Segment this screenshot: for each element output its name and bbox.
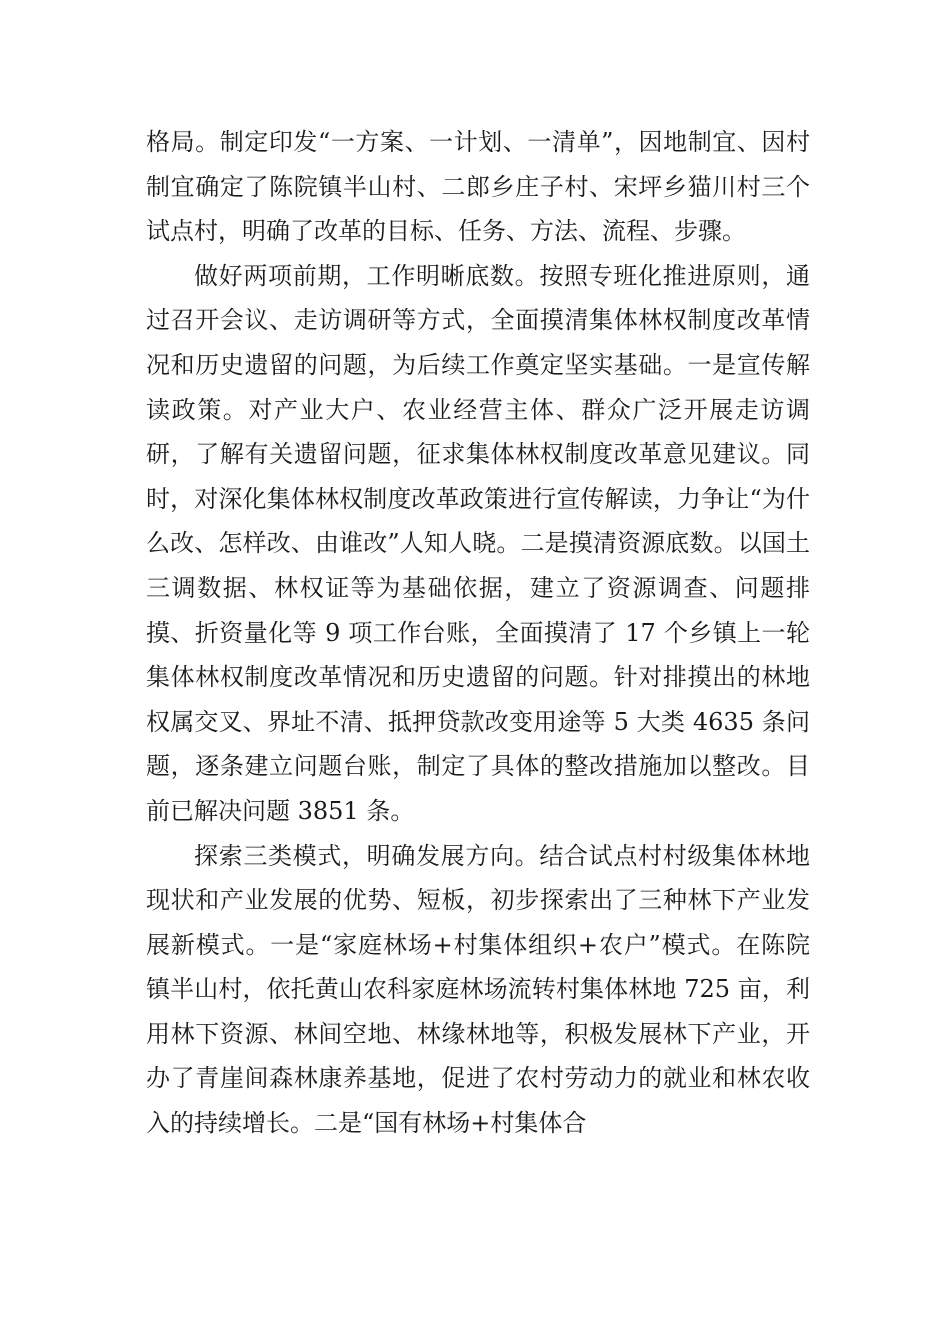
paragraph-2: 做好两项前期，工作明晰底数。按照专班化推进原则，通过召开会议、走访调研等方式，全面摸清集体林权制度改革情况和历史遗留的问题，为后续工作奠定坚实基础。一是宣传解读政策。对产业大户、农业经营主体、群众广泛开展走访调研，了解有关遗留问题，征求集体林权制度改革意见建议。同时，对深化集体林权制度改革政策进行宣传解读，力争让“为什么改、怎样改、由谁改”人知人晓。二是摸清资源底数。以国土三调数据、林权证等为基础依据，建立了资源调查、问题排摸、折资量化等 9 项工作台账，全面摸清了 17 个乡镇上一轮集体林权制度改革情况和历史遗留的问题。针对排摸出的林地权属交叉、界址不清、抵押贷款改变用途等 5 大类 4635 条问题，逐条建立问题台账，制定了具体的整改措施加以整改。目前已解决问题 3851 条。 xyxy=(146,261,810,825)
paragraph-3: 探索三类模式，明确发展方向。结合试点村村级集体林地现状和产业发展的优势、短板，初步探索出了三种林下产业发展新模式。一是“家庭林场+村集体组织+农户”模式。在陈院镇半山村，依托黄山农科家庭林场流转村集体林地 725 亩，利用林下资源、林间空地、林缘林地等，积极发展林下产业，开办了青崖间森林康养基地，促进了农村劳动力的就业和林农收入的持续增长。二是“国有林场+村集体合 xyxy=(146,841,810,1138)
document-body xyxy=(146,120,810,1146)
paragraph-1: 格局。制定印发“一方案、一计划、一清单”，因地制宜、因村制宜确定了陈院镇半山村、二郎乡庄子村、宋坪乡猫川村三个试点村，明确了改革的目标、任务、方法、流程、步骤。 xyxy=(146,128,810,246)
